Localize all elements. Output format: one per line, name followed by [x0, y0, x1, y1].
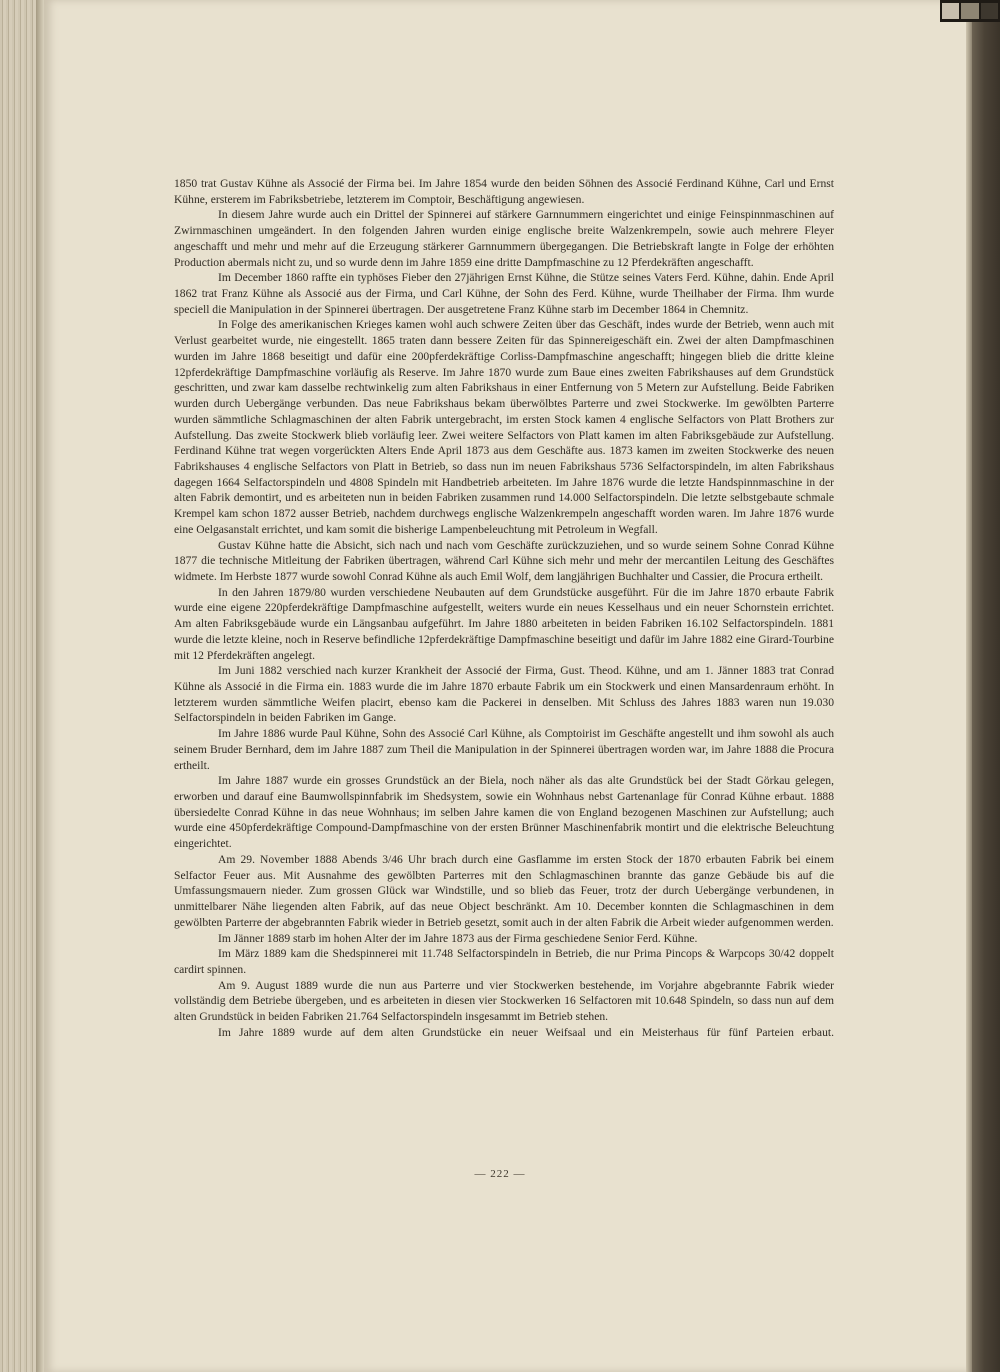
- color-patch-light: [942, 3, 959, 19]
- paragraph: Im März 1889 kam die Shedspinnerei mit 11.748 Selfactorspindeln in Betrieb, die nur Prima Pincops & Warpcops 30/42 doppelt cardirt spinnen.: [174, 947, 834, 976]
- paragraph: Am 29. November 1888 Abends 3/46 Uhr brach durch eine Gasflamme im ersten Stock der 1870 erbauten Fabrik bei einem Selfactor Feuer aus. Mit Ausnahme des gewölbten Parterres mit den Schlagmaschinen brannte das ganze Gebäude bis auf die Umfassungsmauern nieder. Zum grossen Glück war Windstille, und so blieb das Feuer, trotz der durch Uebergänge verbundenen, in unmittelbarer Nähe liegenden alten Fabrik, auf das neue Object beschränkt. Am 10. December konnten die Schlagmaschinen in dem gewölbten Parterre der abgebrannten Fabrik wieder in Betrieb gesetzt, somit auch in der alten Fabrik die Arbeit wieder aufgenommen werden.: [174, 852, 834, 929]
- paragraph: In Folge des amerikanischen Krieges kamen wohl auch schwere Zeiten über das Geschäft, indes wurde der Betrieb, wenn auch mit Verlust gearbeitet wurde, nie eingestellt. 1865 traten dann bessere Zeiten für das Spinnereigeschäft ein. Zwei der alten Dampfmaschinen wurden im Jahre 1868 beseitigt und dafür eine 200pferdekräftige Corliss-Dampfmaschine angeschafft; hingegen blieb die dritte kleine 12pferdekräftige Dampfmaschine vorläufig als Reserve. Im Jahre 1870 wurde zum Baue eines zweiten Fabrikshauses auf dem Grundstück geschritten, und zwar kam dasselbe rechtwinkelig zum alten Fabrikshaus in einer Entfernung von 5 Metern zur Aufstellung. Beide Fabriken wurden durch Uebergänge verbunden. Das neue Fabrikshaus bekam überwölbtes Parterre und zwei Stockwerke. Im gewölbten Parterre wurden sämmtliche Schlagmaschinen der alten Fabrik untergebracht, im ersten Stock kamen 4 englische Selfactors von Platt Brothers zur Aufstellung. Das zweite Stockwerk blieb vorläufig leer. Zwei weitere Selfactors von Platt kamen im alten Fabriksgebäude zur Aufstellung. Ferdinand Kühne trat wegen vorgerückten Alters Ende April 1873 aus dem Geschäfte aus. 1873 kamen im zweiten Stockwerke des neuen Fabrikshauses 4 englische Selfactors von Platt in Betrieb, so dass nun im neuen Fabrikshaus 5736 Selfactorspindeln, im alten Fabrikshaus dagegen 1664 Selfactorspindeln und 4808 Spindeln mit Handbetrieb arbeiteten. Im Jahre 1876 wurde die letzte Handspinnmaschine in der alten Fabrik demontirt, und es arbeiteten nun in beiden Fabriken zusammen rund 14.000 Selfactorspindeln. Die letzte selbstgebaute schmale Krempel kam schon 1872 ausser Betrieb, nachdem durchwegs englische Walzenkrempeln angeschafft worden waren. Im Jahre 1876 wurde eine Oelgasanstalt errichtet, und kam somit die bisherige Lampenbeleuchtung mit Petroleum in Wegfall.: [174, 318, 834, 536]
- color-calibration-strip: [940, 0, 1000, 22]
- color-patch-dark: [981, 3, 998, 19]
- paragraph: Gustav Kühne hatte die Absicht, sich nach und nach vom Geschäfte zurückzuziehen, und so wurde seinem Sohne Conrad Kühne 1877 die technische Mitleitung der Fabriken übertragen, während Carl Kühne sich mehr und mehr der mercantilen Leitung des Geschäftes widmete. Im Herbste 1877 wurde sowohl Conrad Kühne als auch Emil Wolf, dem langjährigen Buchhalter und Cassier, die Procura ertheilt.: [174, 538, 834, 583]
- paragraph: Im Jahre 1886 wurde Paul Kühne, Sohn des Associé Carl Kühne, als Comptoirist im Geschäfte angestellt und ihm sowohl als auch seinem Bruder Bernhard, dem im Jahre 1887 zum Theil die Manipulation in der Spinnerei übertragen worden war, im Jahre 1888 die Procura ertheilt.: [174, 727, 834, 772]
- paragraph: Im Juni 1882 verschied nach kurzer Krankheit der Associé der Firma, Gust. Theod. Kühne, und am 1. Jänner 1883 trat Conrad Kühne als Associé in die Firma ein. 1883 wurde die im Jahre 1870 erbaute Fabrik um ein Stockwerk und einen Mansardenraum erhöht. In letzterem wurden sämmtliche Weifen placirt, ebenso kam die Packerei in denselben. Mit Schluss des Jahres 1883 waren nun 19.030 Selfactorspindeln in beiden Fabriken im Gange.: [174, 664, 834, 725]
- color-patch-mid: [961, 3, 978, 19]
- paragraph: Im December 1860 raffte ein typhöses Fieber den 27jährigen Ernst Kühne, die Stütze seines Vaters Ferd. Kühne, dahin. Ende April 1862 trat Franz Kühne als Associé aus der Firma, und Carl Kühne, der Sohn des Ferd. Kühne, wurde Theilhaber der Firma. Ihm wurde speciell die Manipulation in der Spinnerei übertragen. Der ausgetretene Franz Kühne starb im December 1864 in Chemnitz.: [174, 271, 834, 316]
- body-text: [174, 176, 834, 1041]
- paragraph: Im Jahre 1887 wurde ein grosses Grundstück an der Biela, noch näher als das alte Grundstück bei der Stadt Görkau gelegen, erworben und darauf eine Baumwollspinnfabrik im Shedsystem, sowie ein Wohnhaus nebst Gartenanlage für Conrad Kühne erbaut. 1888 übersiedelte Conrad Kühne in das neue Wohnhaus; im selben Jahre kamen die von England bezogenen Maschinen zur Aufstellung; auch wurde eine 450pferdekräftige Compound-Dampfmaschine von der ersten Brünner Maschinenfabrik montirt und die elektrische Beleuchtung eingerichtet.: [174, 774, 834, 851]
- paragraph: 1850 trat Gustav Kühne als Associé der Firma bei. Im Jahre 1854 wurde den beiden Söhnen des Associé Ferdinand Kühne, Carl und Ernst Kühne, ersterem im Fabriksbetriebe, letzterem im Comptoir, Beschäftigung angewiesen.: [174, 177, 834, 206]
- paragraph: In den Jahren 1879/80 wurden verschiedene Neubauten auf dem Grundstücke ausgeführt. Für die im Jahre 1870 erbaute Fabrik wurde eine eigene 220pferdekräftige Dampfmaschine aufgestellt, weiters wurde ein neues Kesselhaus und ein neuer Schornstein errichtet. Am alten Fabriksgebäude wurde ein Längsanbau aufgeführt. Im Jahre 1880 arbeiteten in beiden Fabriken 16.102 Selfactorspindeln. 1881 wurde die letzte kleine, noch in Reserve befindliche 12pferdekräftige Dampfmaschine beseitigt und dafür im Jahre 1882 eine Girard-Tourbine mit 12 Pferdekräften angelegt.: [174, 585, 834, 662]
- page-number: — 222 —: [474, 1168, 526, 1180]
- binding-edge: [972, 0, 1000, 1372]
- paragraph: Am 9. August 1889 wurde die nun aus Parterre und vier Stockwerken bestehende, im Vorjahre abgebrannte Fabrik wieder vollständig dem Betriebe übergeben, und es arbeiteten in diesen vier Stockwerken 16 Selfactoren mit 10.648 Spindeln, so dass nun auf dem alten Grundstück in beiden Fabriken 21.764 Selfactorspindeln insgesammt im Betrieb stehen.: [174, 978, 834, 1024]
- paragraph: Im Jänner 1889 starb im hohen Alter der im Jahre 1873 aus der Firma geschiedene Senior Ferd. Kühne.: [218, 931, 698, 945]
- paragraph: Im Jahre 1889 wurde auf dem alten Grundstücke ein neuer Weifsaal und ein Meisterhaus für fünf Parteien erbaut.: [218, 1025, 834, 1039]
- page-stack-edges: [0, 0, 44, 1372]
- paragraph: In diesem Jahre wurde auch ein Drittel der Spinnerei auf stärkere Garnnummern eingerichtet und einige Feinspinnmaschinen auf Zwirnmaschinen umgeändert. In den folgenden Jahren wurden einige englische breite Walzenkrempeln, sowie auch mehrere Fleyer angeschafft und mehr und mehr auf die Erzeugung stärkerer Garnnummern übergegangen. Die Betriebskraft langte in Folge der erhöhten Production abermals nicht zu, und so wurde denn im Jahre 1859 eine dritte Dampfmaschine zu 12 Pferdekräften angeschafft.: [174, 208, 834, 269]
